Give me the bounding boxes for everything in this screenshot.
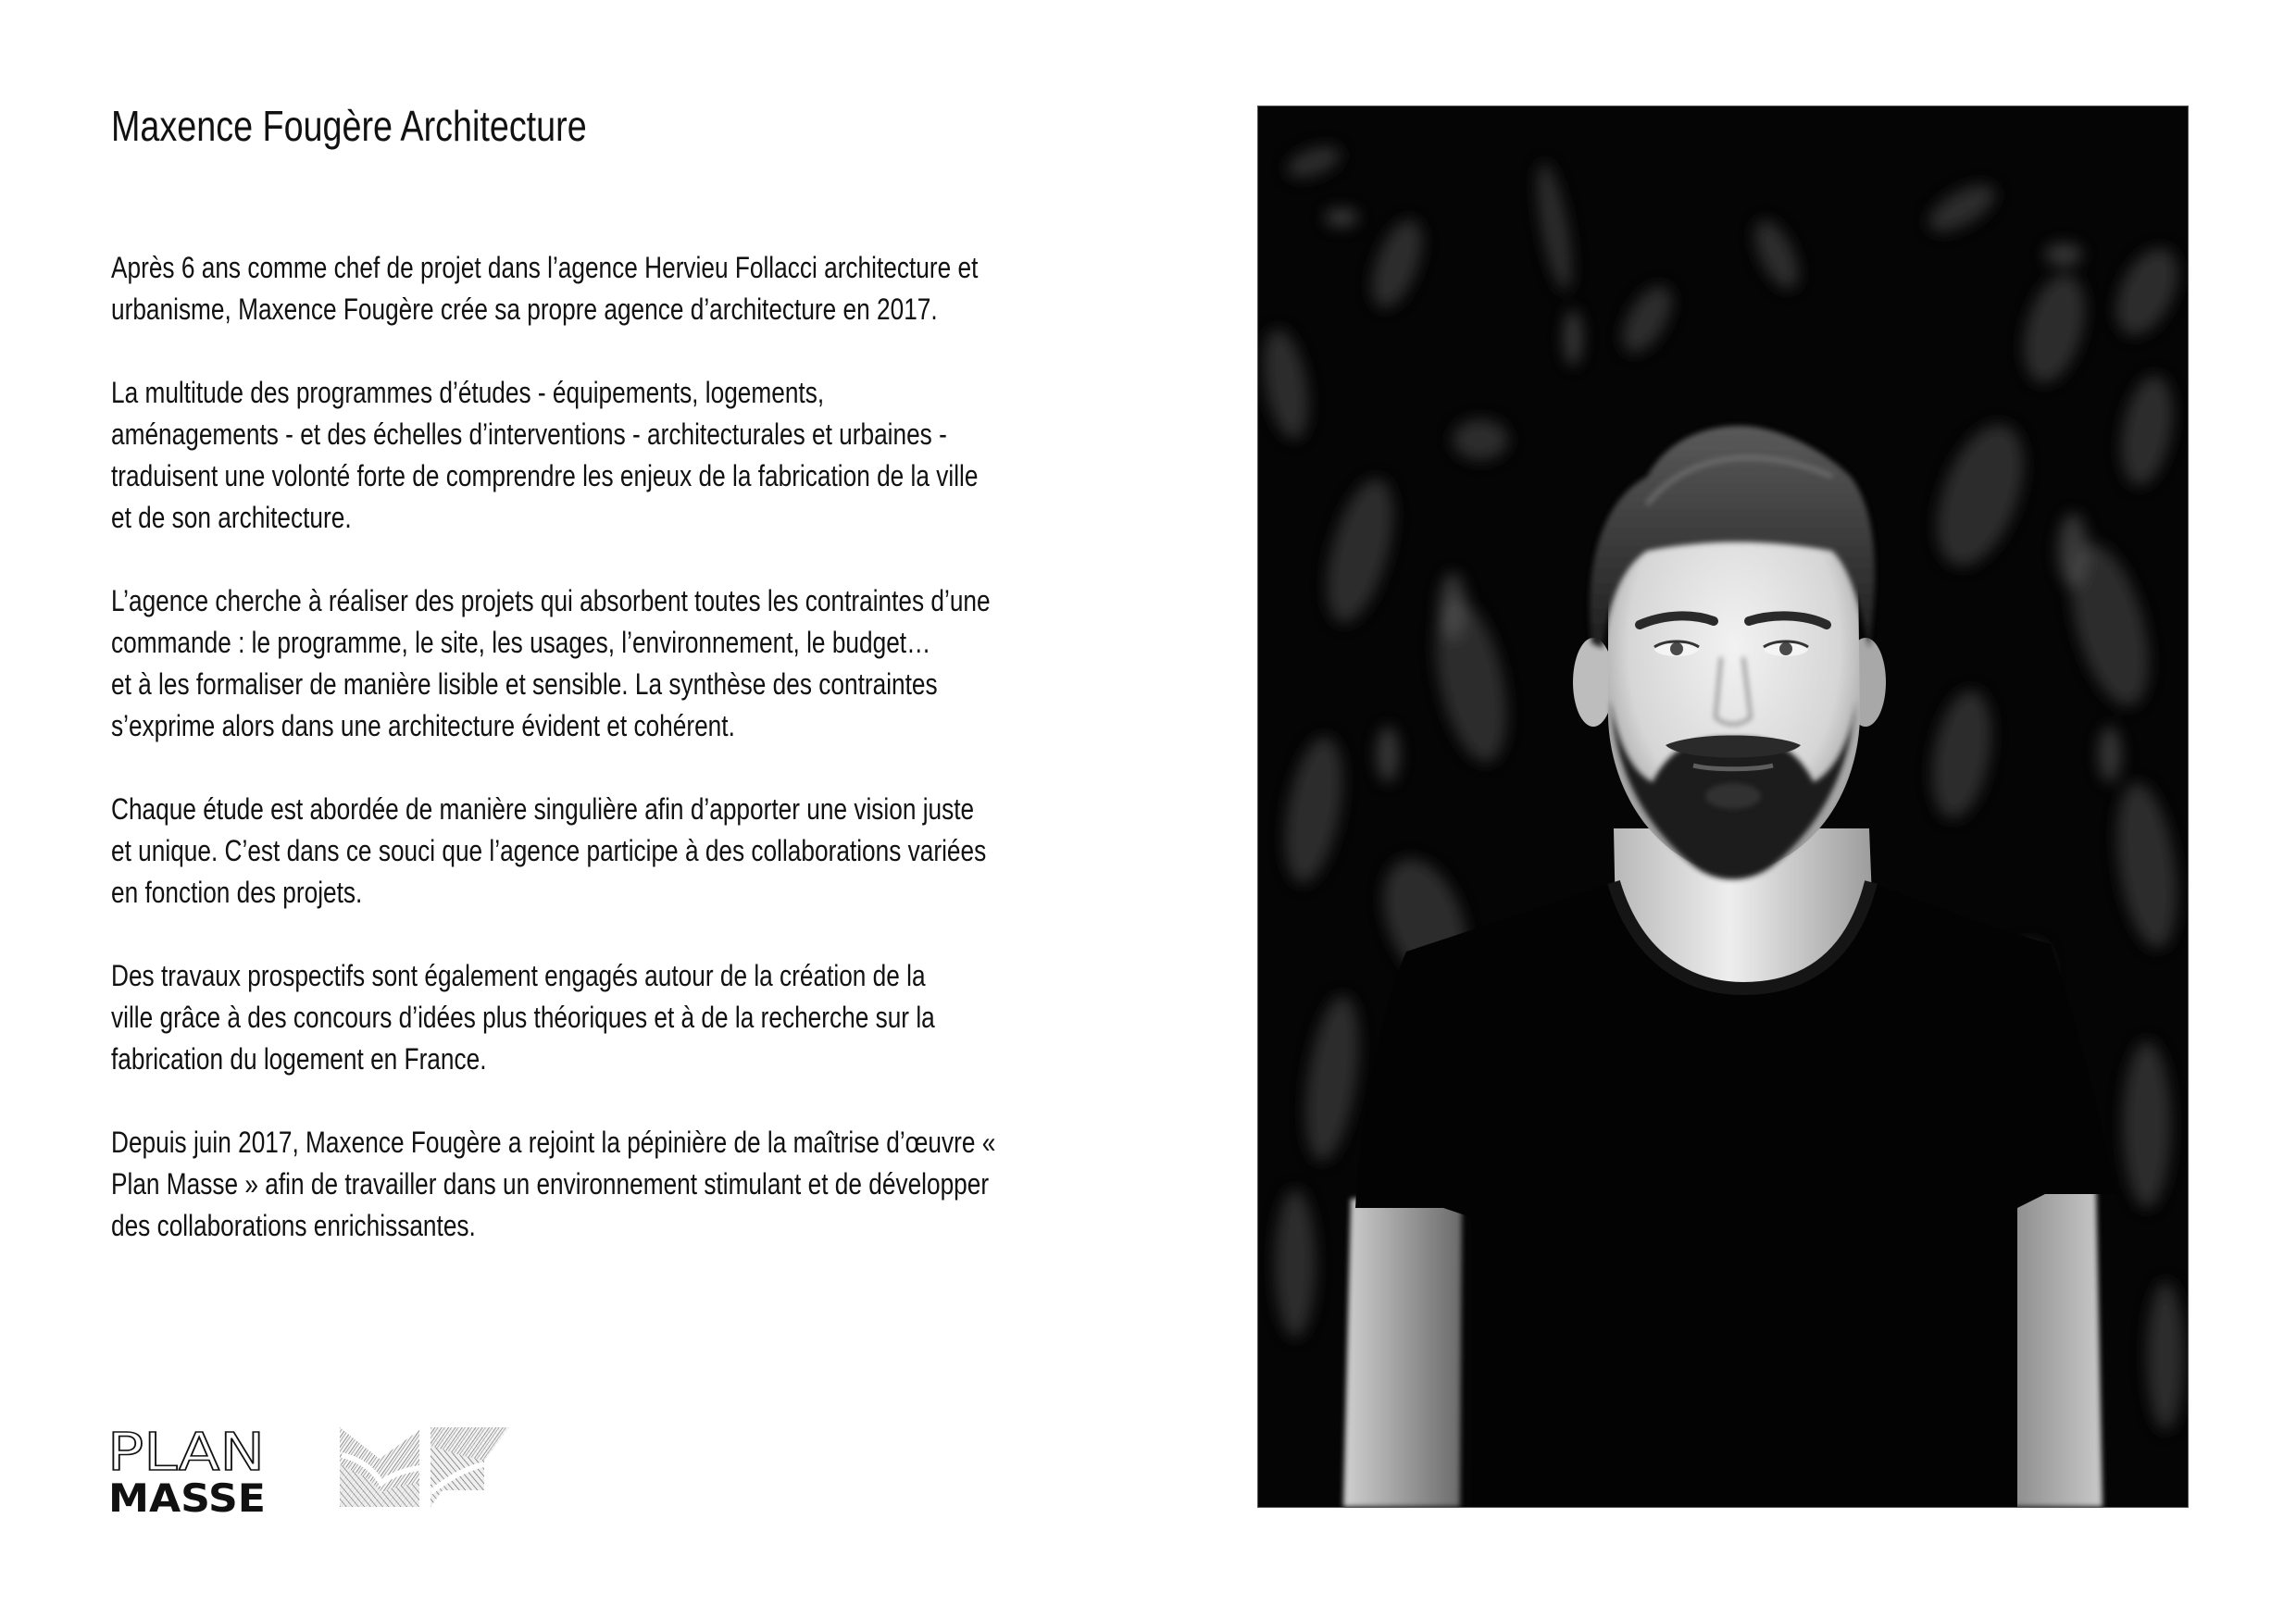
text-line: La multitude des programmes d’études - équipements, logements,	[111, 376, 825, 409]
text-line: s’exprime alors dans une architecture évident et cohérent.	[111, 709, 735, 742]
text-line: Après 6 ans comme chef de projet dans l’agence Hervieu Follacci architecture et	[111, 251, 979, 284]
text-line: et à les formaliser de manière lisible et sensible. La synthèse des contraintes	[111, 667, 938, 701]
page-title: Maxence Fougère Architecture	[111, 102, 587, 150]
mf-logo-mark	[340, 1427, 510, 1508]
portrait-photo	[1258, 106, 2188, 1507]
text-line: en fonction des projets.	[111, 876, 363, 909]
left-ear	[1573, 638, 1614, 727]
mf-logo-m	[340, 1427, 419, 1507]
text-line: des collaborations enrichissantes.	[111, 1209, 476, 1242]
plan-masse-logo	[107, 1428, 267, 1513]
biography-text	[111, 247, 1407, 1288]
text-line: fabrication du logement en France.	[111, 1042, 487, 1076]
text-line: aménagements - et des échelles d’interventions - architecturales et urbaines -	[111, 417, 947, 451]
mf-logo-f	[430, 1427, 509, 1507]
logo-masse-text: MASSE	[108, 1475, 266, 1513]
text-line: L’agence cherche à réaliser des projets qui absorbent toutes les contraintes d’une	[111, 584, 991, 617]
paragraph-5	[111, 955, 1407, 1080]
text-line: commande : le programme, le site, les usages, l’environnement, le budget…	[111, 626, 931, 659]
portrait-image	[1258, 106, 2188, 1507]
paragraph-3	[111, 580, 1407, 747]
text-line: ville grâce à des concours d’idées plus théoriques et à de la recherche sur la	[111, 1001, 935, 1034]
text-line: urbanisme, Maxence Fougère crée sa propre agence d’architecture en 2017.	[111, 292, 938, 326]
text-line: traduisent une volonté forte de comprendre les enjeux de la fabrication de la ville	[111, 459, 979, 492]
text-line: Plan Masse » afin de travailler dans un environnement stimulant et de développer	[111, 1167, 990, 1201]
paragraph-6	[111, 1122, 1407, 1247]
text-line: Des travaux prospectifs sont également engagés autour de la création de la	[111, 959, 926, 992]
mf-logo	[340, 1427, 510, 1508]
text-line: et unique. C’est dans ce souci que l’agence participe à des collaborations variées	[111, 834, 987, 867]
plan-masse-logo-mark	[107, 1428, 267, 1513]
paragraph-1	[111, 247, 1407, 330]
paragraph-4	[111, 789, 1407, 914]
text-line: et de son architecture.	[111, 501, 352, 534]
text-line: Depuis juin 2017, Maxence Fougère a rejoint la pépinière de la maîtrise d’œuvre «	[111, 1126, 996, 1159]
text-line: Chaque étude est abordée de manière singulière afin d’apporter une vision juste	[111, 792, 975, 826]
logo-plan-text: PLAN	[107, 1428, 265, 1483]
paragraph-2	[111, 372, 1407, 539]
